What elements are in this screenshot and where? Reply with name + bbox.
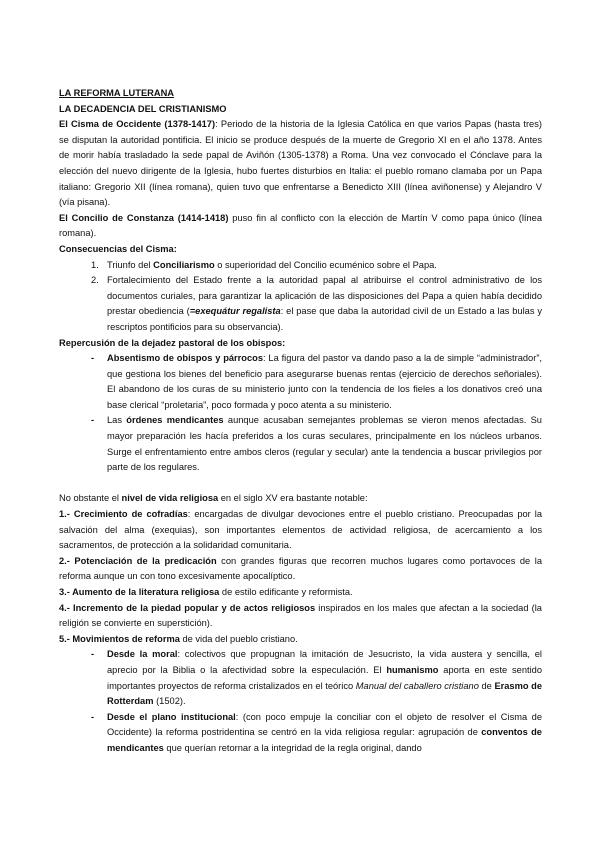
list-text: : el pase que daba la autoridad civil de un Estado a las bulas y rescriptos pontificios para su observancia). [107,306,542,332]
list-bold: conventos de mendicantes [107,727,542,753]
vida-point-4 [59,601,542,632]
spacer [59,476,542,492]
list-bold: Desde la moral [107,649,178,660]
list-bold: Erasmo de Rotterdam [107,680,543,707]
list-item [59,647,542,709]
intro-text: No obstante el [59,493,122,504]
vida-point-3 [59,585,542,601]
list-bold: =exequátur regalista [189,306,281,317]
list-text: : (con poco empuje la conciliar con el objeto de resolver el Cisma de Occidente) la reforma postridentina se centró en la vida religiosa regular: agrupación de [107,711,542,738]
document-title: LA REFORMA LUTERANA [59,88,174,98]
list-marker: - [91,649,95,660]
list-bold: Conciliarismo [153,259,215,270]
section-heading: LA DECADENCIA DEL CRISTIANISMO [59,103,227,114]
point-text: con grandes figuras que recorren muchos lugares como portavoces de la reforma aunque un con tono excesivamente apocalíptico. [59,555,542,582]
concilio-years: (1414-1418) [177,212,229,223]
point-text: de vida del pueblo cristiano. [179,633,298,644]
list-marker: - [91,353,95,364]
list-item [59,710,542,757]
point-bold: 3.- Aumento de la literatura religiosa [59,587,220,597]
intro-bold: nivel de vida religiosa [121,493,219,504]
document-page [59,86,542,757]
list-item [59,413,542,475]
list-text: aporta en este sentido importantes proyectos de reforma cristalizados en el teórico [107,664,543,691]
list-item [59,258,542,274]
cisma-years: (1378-1417) [164,119,216,130]
list-text: (1502). [153,696,186,707]
consecuencias-heading: Consecuencias del Cisma: [59,243,177,254]
point-bold: 2.- Potenciación de la predicación [59,555,217,566]
list-marker: 1. [91,259,99,270]
list-bold: Absentismo de obispos y párrocos [107,353,263,364]
list-text: Triunfo del [107,259,154,270]
point-bold: 4.- Incremento de la piedad popular y de actos religiosos [59,602,316,613]
list-marker: - [91,711,95,722]
list-bold: órdenes mendicantes [126,415,224,426]
list-text: : colectivos que propugnan la imitación de Jesucristo, la vida austera y sencilla, el aprecio por la Biblia o la afectividad sobre la especulación. El [107,649,542,675]
list-text: de [478,680,495,691]
vida-intro [59,491,542,507]
point-text: inspirados en los males que afectan a la sociedad (la religión se convierte en superstición). [59,602,542,629]
point-bold: 1.- Crecimiento de cofradías [59,509,188,520]
list-item [59,273,542,335]
concilio-term: El Concilio de Constanza [59,212,174,223]
concilio-paragraph [59,211,542,242]
list-bold: humanismo [386,664,439,675]
list-text: aunque acusaban semejantes problemas se vieron menos afectadas. Su mayor preparación les hacía preferidos a los curas seculares, principalmente en los núcleos urbanos. Surge el enfrentamiento entre ambos cleros (regular y secular) ante la tendencia a buscar privilegios por parte de los regulares. [107,415,542,473]
vida-point-1 [59,507,542,554]
vida-point-5 [59,632,542,648]
point-bold: 5.- Movimientos de reforma [59,633,180,644]
intro-text: en el siglo XV era bastante notable: [218,493,368,504]
point-text: : encargadas de divulgar devociones entre el pueblo cristiano. Preocupadas por la salvación del alma (exequias), son importantes elementos de actividad religiosa, de acercamiento a los sacramentos, de protección a la solidaridad comunitaria. [59,509,542,551]
repercusion-heading: Repercusión de la dejadez pastoral de los obispos: [59,337,286,348]
list-bold: Desde el plano institucional [107,711,236,722]
list-text: que querían retornar a la integridad de la regla original, dando [163,742,422,753]
cisma-text: : Periodo de la historia de la Iglesia Católica en que varios Papas (hasta tres) se disputan la autoridad pontificia. El inicio se produce después de la muerte de Gregorio XI en el año 1378. Antes de morir había trasladado la sede papal de Aviñón (1305-1378) a Roma. Una vez convocado el Cónclave para la elección del nuevo dirigente de la Iglesia, hubo fuertes disturbios en Italia: el pueblo romano clamaba por un Papa italiano: Gregorio XII (línea romana), quien tuvo que enfrentarse a Benedicto XIII (línea aviñonense) y Alejandro V (vía pisana). [59,119,542,208]
list-marker: 2. [91,275,99,286]
concilio-text: puso fin al conflicto con la elección de Martín V como papa único (línea romana). [59,212,542,239]
cisma-term: El Cisma de Occidente [59,119,162,130]
list-item [59,351,542,413]
vida-point-2 [59,554,542,585]
list-text: Fortalecimiento del Estado frente a la autoridad papal al atribuirse el control administrativo de los documentos curiales, para garantizar la aplicación de las disposiciones del Papa a quien había decidido prestar obediencia ( [107,275,542,317]
list-text: : La figura del pastor va dando paso a la de simple “administrador”, que gestiona los bienes del beneficio para asegurarse buenas rentas (ejercicio de derechos señoriales). El abandono de los curas de su ministerio junto con la tendencia de los fieles a los donativos creó una base clerical “proletaria”, poco formada y poco atenta a su ministerio. [107,353,542,410]
book-title: Manual del caballero cristiano [355,680,479,691]
list-text: o superioridad del Concilio ecuménico sobre el Papa. [214,259,437,270]
point-text: de estilo edificante y reformista. [219,587,353,597]
cisma-paragraph [59,117,542,211]
list-marker: - [91,415,95,426]
list-text: Las [107,415,127,426]
